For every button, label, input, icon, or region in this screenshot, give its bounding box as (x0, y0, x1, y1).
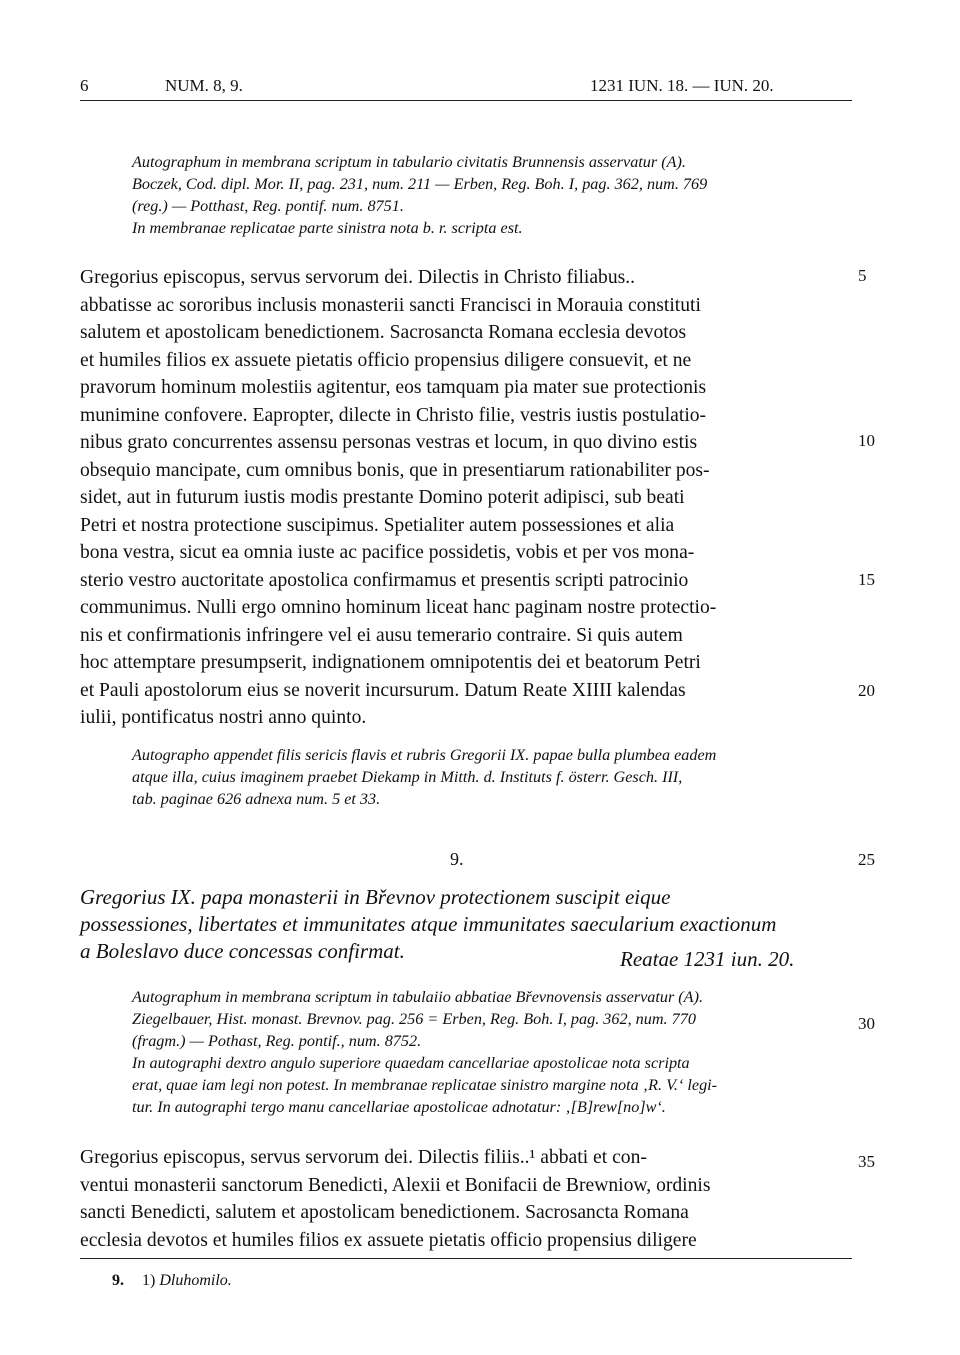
footnote-doc-number: 9. (112, 1272, 124, 1289)
doc8-seal-notes (132, 744, 852, 810)
text-line: nis et confirmationis infringere vel ei ausu temerario contraire. Si quis autem (80, 624, 683, 646)
text-line: sancti Benedicti, salutem et apostolicam benedictionem. Sacrosancta Romana (80, 1202, 689, 1223)
note-line: tur. In autographi tergo manu cancellariae apostolicae adnotatur: ‚[B]rew[no]w‘. (132, 1098, 666, 1116)
footnote-rule (80, 1258, 852, 1259)
text-line: et Pauli apostolorum eius se noverit incursurum. Datum Reate XIIII kalendas (80, 679, 686, 701)
text-line: nibus grato concurrentes assensu personas vestras et locum, in quo divino estis (80, 432, 698, 453)
text-line: Petri et nostra protectione suscipimus. Spetialiter autem possessiones et alia (80, 514, 675, 536)
note-line: erat, quae iam legi non potest. In membranae replicatae sinistro margine nota ‚R. V.‘ legi- (132, 1076, 718, 1094)
text-line: communimus. Nulli ergo omnino hominum liceat hanc paginam nostre protectio- (80, 597, 717, 618)
text-line: pravorum hominum molestiis agitentur, eos tamquam pia mater sue protectionis (80, 377, 707, 398)
summary-line: a Boleslavo duce concessas confirmat. (80, 939, 405, 963)
line-number: 35 (858, 1152, 875, 1171)
note-line: (reg.) — Potthast, Reg. pontif. num. 8751. (132, 197, 404, 215)
doc8-text (80, 264, 852, 732)
summary-line: possessiones, libertates et immunitates atque immunitates saecularium exactionum (80, 912, 777, 936)
header-rule (80, 100, 852, 101)
line-number: 20 (858, 681, 875, 700)
note-line: Autographo appendet filis sericis flavis et rubris Gregorii IX. papae bulla plumbea eadem (132, 746, 717, 764)
doc9-place-date: Reatae 1231 iun. 20. (620, 947, 795, 971)
document-numbers: NUM. 8, 9. (165, 76, 243, 95)
page-number: 6 (80, 76, 89, 95)
doc8-source-notes (132, 151, 852, 239)
line-number: 10 (858, 431, 875, 450)
date-range: 1231 IUN. 18. — IUN. 20. (590, 76, 774, 95)
note-line: Autographum in membrana scriptum in tabulaiio abbatiae Břevnovensis asservatur (A). (132, 988, 704, 1006)
line-number: 25 (858, 850, 875, 869)
note-line: Autographum in membrana scriptum in tabulario civitatis Brunnensis asservatur (A). (132, 153, 686, 171)
text-line: ecclesia devotos et humiles filios ex assuete pietatis officio propensius diligere (80, 1229, 697, 1251)
text-line: Gregorius episcopus, servus servorum dei. Dilectis filiis..¹ abbati et con- (80, 1147, 647, 1168)
footnote-text: Dluhomilo. (159, 1272, 232, 1289)
text-line: abbatisse ac sororibus inclusis monasterii sancti Francisci in Morauia constituti (80, 294, 701, 316)
text-line: bona vestra, sicut ea omnia iuste ac pacifice possidetis, vobis et per vos mona- (80, 542, 695, 563)
text-line: munimine confovere. Eapropter, dilecte in Christo filie, vestris iustis postulatio- (80, 404, 707, 426)
text-line: Gregorius episcopus, servus servorum dei. Dilectis in Christo filiabus.. (80, 267, 636, 288)
note-line: In autographi dextro angulo superiore quaedam cancellariae apostolicae nota scripta (132, 1054, 690, 1072)
note-line: atque illa, cuius imaginem praebet Diekamp in Mitth. d. Instituts f. österr. Gesch. III, (132, 768, 683, 786)
text-line: et humiles filios ex assuete pietatis officio propensius diligere consuevit, et ne (80, 349, 692, 371)
text-line: hoc attemptare presumpserit, indignationem omnipotentis dei et beatorum Petri (80, 652, 701, 673)
doc9-source-notes (132, 986, 852, 1118)
line-number: 15 (858, 570, 875, 589)
line-number: 30 (858, 1014, 875, 1033)
text-line: sterio vestro auctoritate apostolica confirmamus et presentis scripti patrocinio (80, 569, 689, 591)
text-line: iulii, pontificatus nostri anno quinto. (80, 707, 367, 728)
note-line: (fragm.) — Pothast, Reg. pontif., num. 8752. (132, 1032, 422, 1050)
note-line: tab. paginae 626 adnexa num. 5 et 33. (132, 790, 381, 808)
text-line: ventui monasterii sanctorum Benedicti, Alexii et Bonifacii de Brewniow, ordinis (80, 1174, 711, 1196)
text-line: salutem et apostolicam benedictionem. Sacrosancta Romana ecclesia devotos (80, 322, 687, 343)
line-number: 5 (858, 266, 867, 285)
note-line: Ziegelbauer, Hist. monast. Brevnov. pag. 256 = Erben, Reg. Boh. I, pag. 362, num. 770 (132, 1010, 696, 1028)
note-line: In membranae replicatae parte sinistra nota b. r. scripta est. (132, 219, 523, 237)
doc9-number: 9. (450, 849, 464, 869)
footnote-marker: 1) (142, 1272, 156, 1289)
footnote (112, 1272, 232, 1290)
summary-line: Gregorius IX. papa monasterii in Břevnov protectionem suscipit eique (80, 885, 671, 909)
note-line: Boczek, Cod. dipl. Mor. II, pag. 231, num. 211 — Erben, Reg. Boh. I, pag. 362, num. 769 (132, 175, 708, 193)
page-header (80, 76, 850, 100)
doc9-text (80, 1144, 852, 1254)
text-line: obsequio mancipate, cum omnibus bonis, que in presentiarum rationabiliter pos- (80, 459, 710, 481)
text-line: sidet, aut in futurum iustis modis prestante Domino poterit adipisci, sub beati (80, 487, 685, 508)
